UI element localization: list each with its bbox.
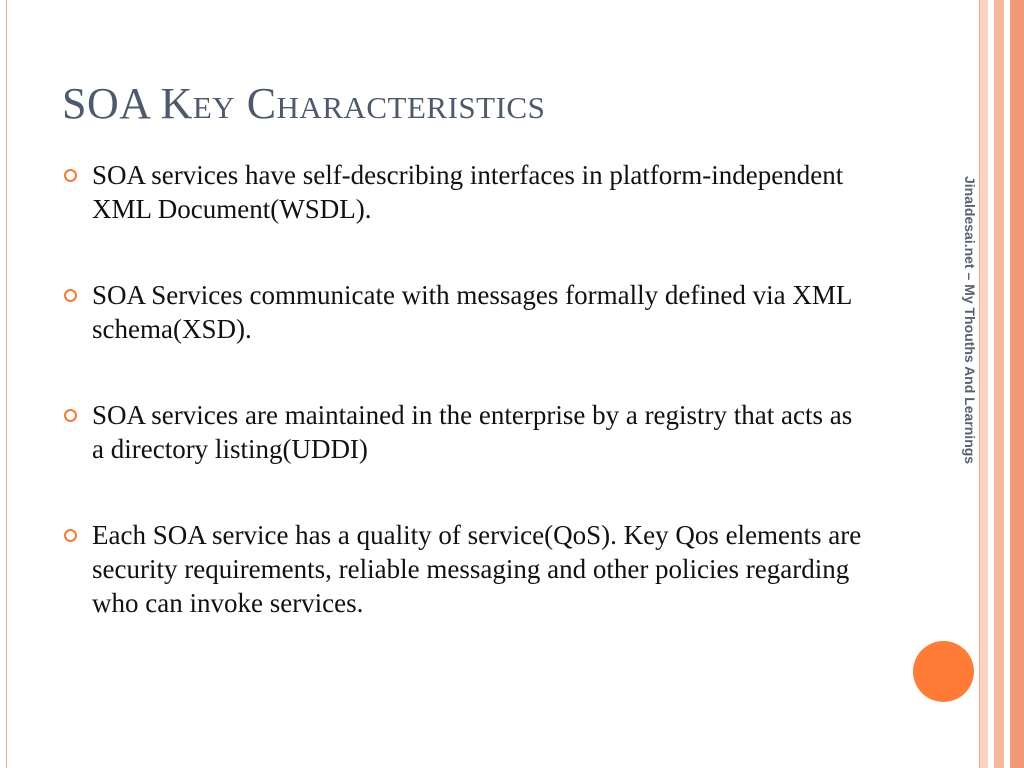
- side-caption: Jinaldesai.net – My Thouths And Learnings: [962, 176, 978, 465]
- bullet-circle-icon: [64, 289, 77, 302]
- bullet-list: [64, 158, 864, 672]
- bullet-circle-icon: [64, 169, 77, 182]
- bullet-text: SOA services are maintained in the enterprise by a registry that acts as a directory listing(UDDI): [92, 400, 853, 464]
- stripe: [980, 0, 988, 768]
- bullet-circle-icon: [64, 529, 77, 542]
- bullet-item: [64, 518, 864, 620]
- bullet-text: SOA services have self-describing interfaces in platform-independent XML Document(WSDL).: [92, 160, 844, 224]
- bullet-text: Each SOA service has a quality of service(QoS). Key Qos elements are security requirements, reliable messaging and other policies regarding who can invoke services.: [92, 520, 862, 618]
- bullet-text: SOA Services communicate with messages formally defined via XML schema(XSD).: [92, 280, 852, 344]
- right-stripe-decoration: [980, 0, 1024, 768]
- bullet-item: [64, 278, 864, 346]
- stripe: [1010, 0, 1024, 768]
- bullet-item: [64, 398, 864, 466]
- slide-title: SOA Key Characteristics: [62, 79, 546, 128]
- decorative-circle-icon: [913, 641, 974, 702]
- bullet-circle-icon: [64, 409, 77, 422]
- stripe: [994, 0, 1004, 768]
- bullet-item: [64, 158, 864, 226]
